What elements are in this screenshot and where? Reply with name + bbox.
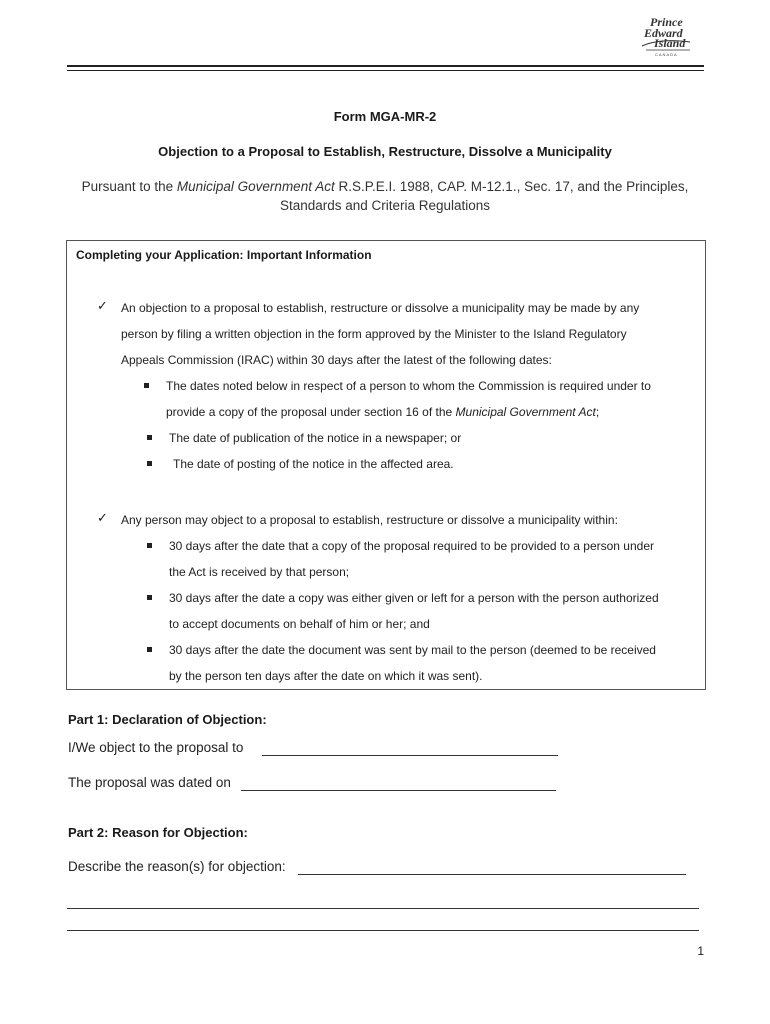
reason-input-line1[interactable] [298, 874, 686, 875]
form-id: Form MGA-MR-2 [333, 109, 437, 124]
item2-bullet2-line2: to accept documents on behalf of him or her; and [169, 617, 430, 631]
item2-bullet3-line1: 30 days after the date the document was sent by mail to the person (deemed to be received [169, 643, 656, 657]
reason-input-line2[interactable] [67, 908, 699, 909]
dated-on-label: The proposal was dated on [68, 775, 231, 790]
item1-bullet2: The date of publication of the notice in a newspaper; or [169, 431, 462, 445]
item1-line1: An objection to a proposal to establish, restructure or dissolve a municipality may be made by any [121, 301, 640, 315]
item1-bullet1-line2 [166, 405, 599, 419]
bullet-square-icon [144, 383, 149, 388]
item2-bullet2-line1: 30 days after the date a copy was either given or left for a person with the person authorized [169, 591, 659, 605]
header-rule-thin [67, 70, 704, 71]
important-info-box [66, 240, 706, 690]
item1-bullet1-line1: The dates noted below in respect of a person to whom the Commission is required under to [166, 379, 651, 393]
object-to-input[interactable] [262, 755, 558, 756]
pei-logo [640, 16, 696, 62]
bullet-square-icon [147, 647, 152, 652]
form-title: Objection to a Proposal to Establish, Restructure, Dissolve a Municipality [158, 144, 612, 159]
info-box-heading: Completing your Application: Important Information [76, 248, 372, 262]
bullet-square-icon [147, 435, 152, 440]
pursuant-pre: Pursuant to the [81, 179, 177, 194]
item1-line2: person by filing a written objection in the form approved by the Minister to the Island Regulatory [121, 327, 627, 341]
item1-bullet1-pre: provide a copy of the proposal under section 16 of the [166, 405, 456, 419]
bullet-square-icon [147, 461, 152, 466]
item2-line1: Any person may object to a proposal to establish, restructure or dissolve a municipality within: [121, 513, 618, 527]
logo-text-edward: Edward [644, 26, 683, 40]
page-number: 1 [697, 944, 704, 958]
item1-bullet3: The date of posting of the notice in the affected area. [173, 457, 454, 471]
pursuant-statement [0, 177, 770, 215]
item1-bullet1-post: ; [595, 405, 600, 419]
dated-on-input[interactable] [241, 790, 556, 791]
logo-text-island: Island [654, 36, 686, 50]
bullet-square-icon [147, 543, 152, 548]
pursuant-post: R.S.P.E.I. 1988, CAP. M-12.1., Sec. 17, and the Principles, [334, 179, 689, 194]
logo-text-prince: Prince [650, 15, 683, 29]
checkmark-icon: ✓ [97, 298, 108, 313]
logo-text-canada: CANADA [655, 52, 678, 57]
part2-heading: Part 2: Reason for Objection: [68, 825, 248, 840]
header-rule-thick [67, 65, 704, 67]
bullet-square-icon [147, 595, 152, 600]
reason-label: Describe the reason(s) for objection: [68, 859, 286, 874]
pursuant-line2: Standards and Criteria Regulations [279, 198, 491, 213]
item1-line3: Appeals Commission (IRAC) within 30 days after the latest of the following dates: [121, 353, 552, 367]
reason-input-line3[interactable] [67, 930, 699, 931]
item2-bullet1-line2: the Act is received by that person; [169, 565, 350, 579]
item1-bullet1-act: Municipal Government Act [455, 405, 596, 419]
item2-bullet3-line2: by the person ten days after the date on which it was sent). [169, 669, 483, 683]
part1-heading: Part 1: Declaration of Objection: [68, 712, 267, 727]
checkmark-icon: ✓ [97, 510, 108, 525]
object-to-label: I/We object to the proposal to [68, 740, 244, 755]
pursuant-act: Municipal Government Act [176, 179, 335, 194]
item2-bullet1-line1: 30 days after the date that a copy of the proposal required to be provided to a person under [169, 539, 654, 553]
